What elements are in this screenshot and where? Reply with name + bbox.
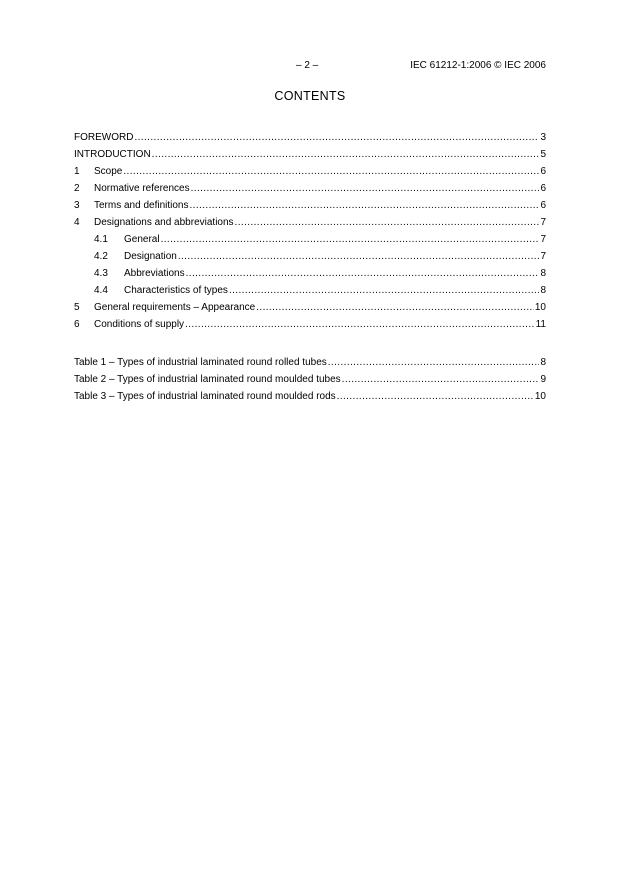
table-entry-page: 8 [540,357,546,368]
page-title: CONTENTS [274,89,346,103]
toc-entry-scope[interactable] [74,163,546,180]
toc-entry-number: 6 [74,319,80,330]
toc-entry-label: FOREWORD [74,132,134,143]
toc-entry-page: 6 [540,183,546,194]
toc-entry-terms-and-definitions[interactable] [74,197,546,214]
table-of-contents [74,129,546,333]
toc-entry-label: General [124,234,160,245]
table-entry-page: 9 [540,374,546,385]
dot-leader [161,231,540,248]
toc-entry-number: 3 [74,200,80,211]
toc-entry-page: 7 [540,234,546,245]
toc-entry-introduction[interactable] [74,146,546,163]
toc-entry-number: 4.1 [94,234,108,245]
toc-entry-characteristics-of-types[interactable] [74,282,546,299]
toc-entry-label: Normative references [94,183,190,194]
toc-entry-number: 4.2 [94,251,108,262]
dot-leader [191,180,540,197]
toc-entry-designations[interactable] [74,214,546,231]
list-of-tables [74,354,546,405]
toc-entry-number: 4.4 [94,285,108,296]
toc-entry-label: Terms and definitions [94,200,189,211]
toc-entry-number: 4 [74,217,80,228]
table-entry-label: Table 1 – Types of industrial laminated round rolled tubes [74,357,327,368]
page-header [74,60,546,74]
toc-entry-foreword[interactable] [74,129,546,146]
toc-entry-page: 5 [540,149,546,160]
toc-entry-label: Designations and abbreviations [94,217,234,228]
toc-entry-general[interactable] [74,231,546,248]
dot-leader [235,214,540,231]
dot-leader [256,299,534,316]
toc-entry-label: Abbreviations [124,268,185,279]
toc-entry-label: Conditions of supply [94,319,185,330]
dot-leader [123,163,539,180]
toc-entry-abbreviations[interactable] [74,265,546,282]
toc-entry-page: 8 [540,285,546,296]
toc-entry-number: 4.3 [94,268,108,279]
dot-leader [190,197,540,214]
dot-leader [229,282,540,299]
dot-leader [342,371,540,388]
dot-leader [328,354,540,371]
dot-leader [178,248,540,265]
toc-entry-page: 7 [540,217,546,228]
toc-entry-number: 1 [74,166,80,177]
toc-entry-page: 8 [540,268,546,279]
page-number: – 2 – [296,60,319,71]
toc-entry-number: 2 [74,183,80,194]
toc-entry-conditions-of-supply[interactable] [74,316,546,333]
toc-entry-page: 6 [540,200,546,211]
toc-entry-page: 6 [540,166,546,177]
toc-entry-page: 3 [540,132,546,143]
table-entry-label: Table 3 – Types of industrial laminated round moulded rods [74,391,336,402]
table-entry-label: Table 2 – Types of industrial laminated round moulded tubes [74,374,341,385]
dot-leader [152,146,540,163]
table-entry-1[interactable] [74,354,546,371]
toc-entry-designation[interactable] [74,248,546,265]
toc-entry-label: General requirements – Appearance [94,302,256,313]
toc-entry-label: Characteristics of types [124,285,228,296]
toc-entry-general-requirements[interactable] [74,299,546,316]
toc-entry-normative-references[interactable] [74,180,546,197]
dot-leader [186,265,540,282]
toc-entry-page: 10 [534,302,546,313]
dot-leader [134,129,539,146]
toc-entry-label: Scope [94,166,123,177]
dot-leader [185,316,535,333]
table-entry-3[interactable] [74,388,546,405]
toc-entry-label: INTRODUCTION [74,149,151,160]
toc-entry-number: 5 [74,302,80,313]
dot-leader [337,388,534,405]
toc-entry-page: 7 [540,251,546,262]
toc-entry-label: Designation [124,251,177,262]
table-entry-page: 10 [534,391,546,402]
toc-entry-page: 11 [535,319,546,330]
table-entry-2[interactable] [74,371,546,388]
document-identifier: IEC 61212-1:2006 © IEC 2006 [410,60,546,71]
